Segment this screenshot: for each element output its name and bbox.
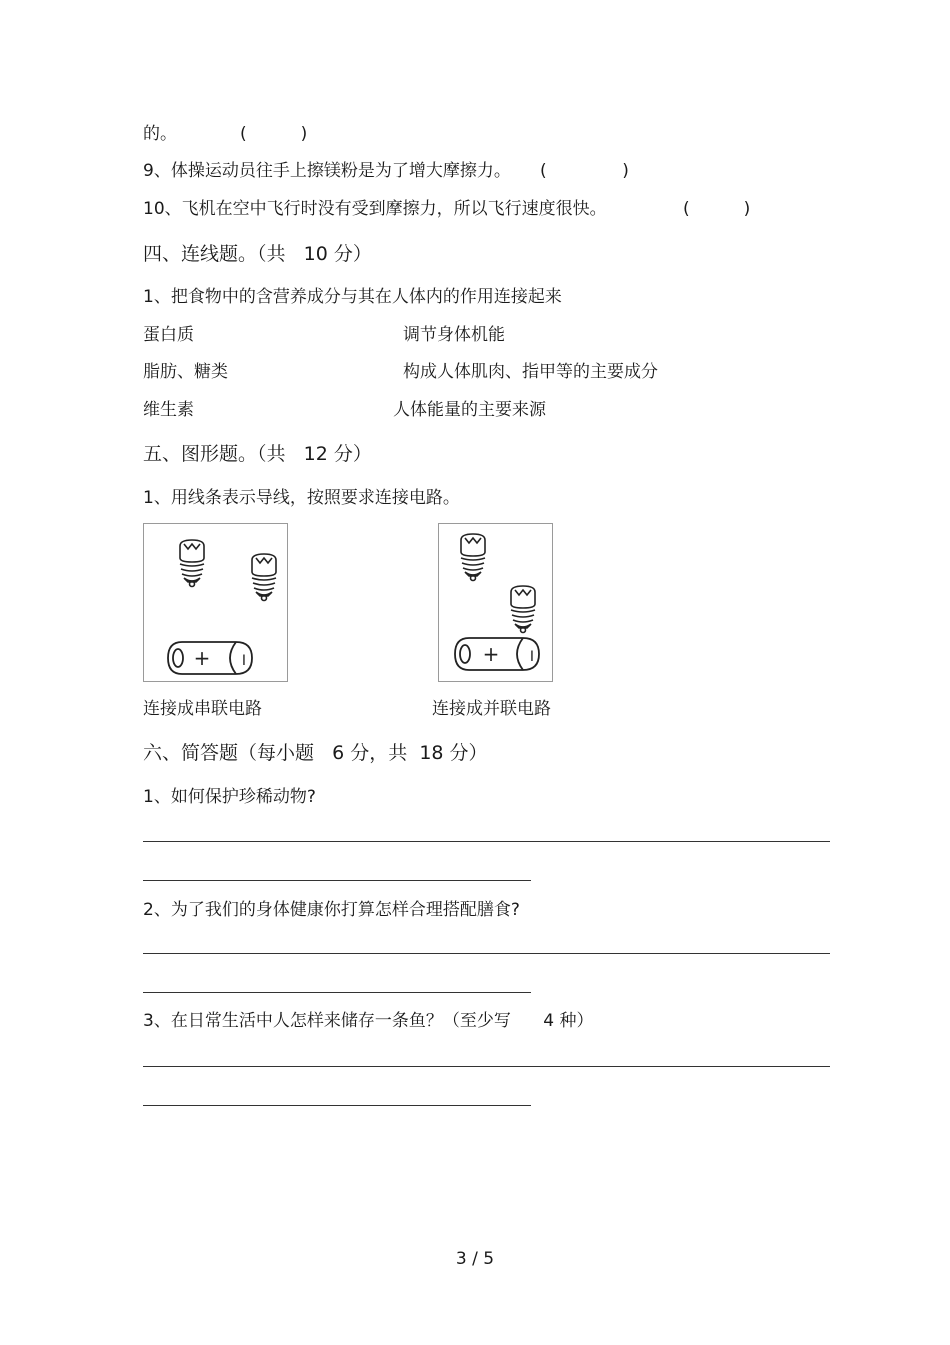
section-6-question-2: 2、为了我们的身体健康你打算怎样合理搭配膳食?: [143, 900, 520, 920]
bulb-icon: [252, 554, 276, 601]
battery-plus-label: +: [482, 642, 500, 666]
match-right-2: 构成人体肌肉、指甲等的主要成分: [403, 362, 658, 382]
section-5-heading: 五、图形题。（共 12 分）: [143, 443, 372, 465]
page-number: 3 / 5: [455, 1249, 495, 1269]
answer-line[interactable]: [143, 880, 531, 881]
answer-parentheses-9[interactable]: ( ): [540, 161, 629, 181]
bulb-icon: [180, 540, 204, 587]
answer-parentheses-10[interactable]: ( ): [683, 199, 751, 219]
caption-series-circuit: 连接成串联电路: [143, 699, 262, 719]
question-8-tail: 的。: [143, 124, 177, 144]
answer-line[interactable]: [143, 1066, 830, 1067]
section-6-heading: 六、简答题（每小题 6 分，共 18 分）: [143, 742, 488, 764]
section-4-question-1: 1、把食物中的含营养成分与其在人体内的作用连接起来: [143, 287, 562, 307]
bulb-icon: [511, 586, 535, 633]
answer-line[interactable]: [143, 992, 531, 993]
caption-parallel-circuit: 连接成并联电路: [432, 699, 551, 719]
match-right-1: 调节身体机能: [403, 325, 505, 345]
section-4-heading: 四、连线题。（共 10 分）: [143, 243, 372, 265]
question-10: 10、飞机在空中飞行时没有受到摩擦力，所以飞行速度很快。: [143, 199, 607, 219]
section-6-question-3: 3、在日常生活中人怎样来储存一条鱼？（至少写 4 种）: [143, 1011, 594, 1031]
answer-line[interactable]: [143, 841, 830, 842]
battery-minus-label: I: [529, 649, 535, 665]
answer-line[interactable]: [143, 953, 830, 954]
match-left-3: 维生素: [143, 400, 194, 420]
series-circuit-figure: [143, 523, 288, 682]
series-circuit-drawing: [144, 524, 287, 681]
match-right-3: 人体能量的主要来源: [393, 400, 546, 420]
section-5-question-1: 1、用线条表示导线，按照要求连接电路。: [143, 488, 460, 508]
bulb-icon: [461, 534, 485, 581]
match-left-1: 蛋白质: [143, 325, 194, 345]
answer-parentheses-8[interactable]: ( ): [240, 124, 308, 144]
answer-line[interactable]: [143, 1105, 531, 1106]
battery-plus-label: +: [193, 646, 211, 670]
match-left-2: 脂肪、糖类: [143, 362, 228, 382]
section-6-question-1: 1、如何保护珍稀动物?: [143, 787, 316, 807]
battery-minus-label: I: [241, 653, 247, 669]
parallel-circuit-drawing: [439, 524, 552, 681]
parallel-circuit-figure: [438, 523, 553, 682]
question-9: 9、体操运动员往手上擦镁粉是为了增大摩擦力。: [143, 161, 511, 181]
